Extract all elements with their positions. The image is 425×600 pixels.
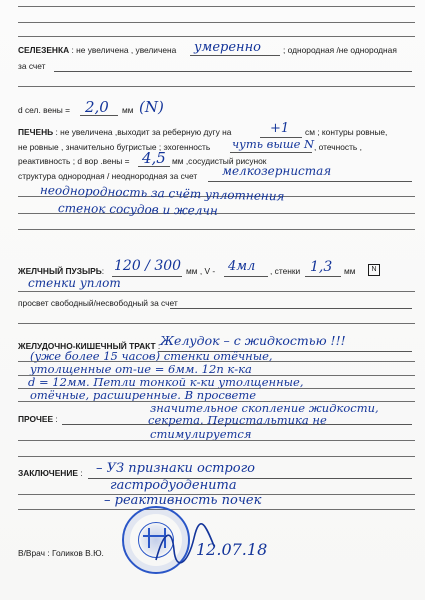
rule-line — [18, 440, 415, 441]
gall-lumen-fill — [170, 308, 412, 309]
gall-label: ЖЕЛЧНЫЙ ПУЗЫРЬ: — [18, 266, 105, 276]
liver-options-1: : не увеличена ,выходит за реберную дугу на — [55, 127, 232, 137]
rule-line — [18, 456, 415, 457]
git-hw-3: утолщенные от-ие = 6мм. 12п к-ка — [30, 362, 252, 376]
gall-title: ЖЕЛЧНЫЙ ПУЗЫРЬ — [18, 266, 102, 276]
gall-size-hw: 120 / 300 — [114, 258, 182, 274]
git-hw-2: (уже более 15 часов) стенки отёчные, — [30, 349, 273, 363]
gall-wall-unit: мм — [344, 266, 356, 276]
rule-line — [18, 36, 415, 37]
liver-line-1 — [18, 127, 231, 137]
rule-line — [18, 86, 415, 87]
spleen-vein-unit: мм — [122, 105, 134, 115]
liver-contours: см ; контуры ровные, — [305, 127, 388, 137]
spleen-homogeneity: ; однородная /не однородная — [283, 45, 397, 55]
spleen-account-fill — [54, 71, 412, 72]
gall-wall-note-hw: стенки уплот — [28, 276, 121, 290]
git-hw-1: Желудок – с жидкостью !!! — [160, 333, 346, 348]
spleen-degree-hw: умеренно — [194, 40, 261, 55]
other-title: ПРОЧЕЕ — [18, 414, 54, 424]
report-date-hw: 12.07.18 — [196, 540, 268, 559]
liver-echo-fill — [230, 152, 312, 153]
liver-struct-fill — [208, 181, 412, 182]
spleen-title: СЕЛЕЗЕНКА — [18, 45, 70, 55]
liver-title: ПЕЧЕНЬ — [18, 127, 54, 137]
git-hw-6: значительное скопление жидкости, — [150, 401, 379, 415]
git-hw-5: отёчные, расширенные. В просвете — [30, 388, 257, 402]
conclusion-hw-3: – реактивность почек — [104, 493, 262, 508]
rule-line — [18, 509, 415, 510]
conclusion-title: ЗАКЛЮЧЕНИЕ — [18, 468, 78, 478]
gall-wall-hw: 1,3 — [310, 259, 333, 275]
liver-struct-hw-3: стенок сосудов и желчн — [57, 201, 218, 218]
gall-volume-fill — [224, 276, 268, 277]
liver-cm-hw: +1 — [270, 121, 290, 136]
liver-line-3: реактивность ; d вор .вены = — [18, 156, 130, 166]
liver-vascular: мм ,сосудистый рисунок — [172, 156, 267, 166]
spleen-degree-fill — [190, 55, 280, 56]
conclusion-hw-2: гастродуоденита — [110, 478, 237, 493]
gall-volume-label: мм , V - — [186, 266, 216, 276]
liver-line-4: структура однородная / неоднородная за счет — [18, 171, 198, 181]
git-hw-4: d = 12мм. Петли тонкой к-ки утолщенные, — [28, 375, 304, 389]
other-label: ПРОЧЕЕ : — [18, 414, 58, 424]
rule-line — [18, 229, 415, 230]
rule-line — [18, 6, 415, 7]
spleen-vein-label: d сел. вены = — [18, 105, 70, 115]
spleen-options: : не увеличена , увеличена — [71, 45, 177, 55]
git-title: ЖЕЛУДОЧНО-КИШЕЧНЫЙ ТРАКТ — [18, 341, 156, 351]
gall-lumen-label: просвет свободный/несвободный за счет — [18, 298, 178, 308]
other-hw-2: стимулируется — [150, 427, 252, 441]
liver-line-2: не ровные , значительно бугристые ; эхогенность — [18, 142, 211, 152]
gall-wall-label: , стенки — [270, 266, 301, 276]
rule-line — [18, 22, 415, 23]
liver-struct-hw-1: мелкозернистая — [222, 164, 332, 178]
liver-struct-hw-2: неоднородность за счёт уплотнения — [39, 183, 285, 204]
liver-portal-hw: 4,5 — [142, 149, 166, 167]
gall-size-fill — [112, 276, 182, 277]
rule-line — [18, 323, 415, 324]
conclusion-label: ЗАКЛЮЧЕНИЕ : — [18, 468, 83, 478]
conclusion-hw-1: – УЗ признаки острого — [96, 461, 255, 476]
gall-wall-checkbox: N — [368, 264, 380, 276]
normal-mark: (N) — [139, 98, 164, 116]
doctor-signature-label: В/Врач : Голиков В.Ю. — [18, 548, 104, 558]
other-hw-1: секрета. Перистальтика не — [148, 413, 327, 427]
git-label: ЖЕЛУДОЧНО-КИШЕЧНЫЙ ТРАКТ : — [18, 341, 161, 351]
gall-volume-hw: 4мл — [228, 259, 256, 274]
gall-wall-fill — [305, 276, 341, 277]
spleen-line — [18, 45, 176, 55]
liver-echo-hw: чуть выше N — [232, 137, 315, 151]
rule-line — [18, 291, 415, 292]
spleen-for-account-label: за счет — [18, 61, 46, 71]
spleen-vein-hw: 2,0 — [85, 98, 109, 116]
liver-edema: , отечность , — [314, 142, 362, 152]
